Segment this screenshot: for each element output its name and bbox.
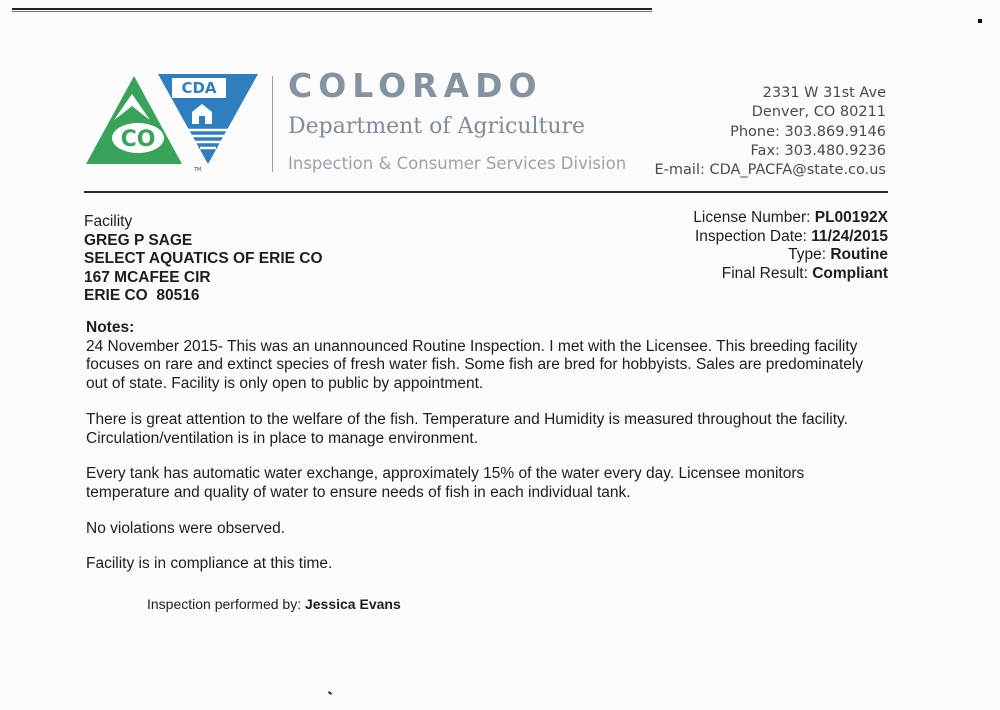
final-result-label: Final Result: <box>721 264 813 282</box>
contact-phone: Phone: 303.869.9146 <box>730 123 886 140</box>
license-number: PL00192X <box>814 209 888 226</box>
scan-top-border <box>12 8 652 10</box>
scan-artifact-dot <box>978 19 982 23</box>
inspector-label: Inspection performed by: <box>147 596 305 612</box>
notes-label: Notes: <box>86 319 135 336</box>
inspector-name: Jessica Evans <box>304 596 401 612</box>
brand-department: Department of Agriculture <box>288 114 586 139</box>
facility-name: GREG P SAGE <box>84 231 193 249</box>
license-number-label: License Number: <box>693 209 815 226</box>
final-result-row <box>693 265 888 284</box>
facility-street: 167 MCAFEE CIR <box>84 268 211 286</box>
inspector-line <box>147 596 401 612</box>
inspection-type-label: Type: <box>788 246 831 263</box>
notes-paragraph: There is great attention to the welfare of the fish. Temperature and Humidity is measured throughout the facility. Circulation/ventilation is in place to manage environment. <box>86 410 848 447</box>
contact-city: Denver, CO 80211 <box>751 104 886 121</box>
brand-state: COLORADO <box>288 66 543 105</box>
contact-fax: Fax: 303.480.9236 <box>750 142 886 159</box>
notes-paragraph: Facility is in compliance at this time. <box>86 555 333 573</box>
logo-cda-text: CDA <box>181 79 217 97</box>
contact-email: E-mail: CDA_PACFA@state.co.us <box>654 162 886 179</box>
notes-paragraph: No violations were observed. <box>86 519 286 537</box>
notes-section <box>86 319 886 591</box>
license-number-row <box>693 209 888 228</box>
final-result: Compliant <box>812 264 888 282</box>
scan-top-border-shadow <box>12 11 652 12</box>
facility-block <box>84 213 323 306</box>
logo-barn-door <box>199 116 205 124</box>
contact-street: 2331 W 31st Ave <box>762 85 886 101</box>
inspection-date-label: Inspection Date: <box>694 227 812 245</box>
facility-business: SELECT AQUATICS OF ERIE CO <box>84 250 323 267</box>
logo-tm: TM <box>194 167 202 172</box>
notes-paragraph: Every tank has automatic water exchange, approximately 15% of the water every day. Licensee monitors temperature and quality of water to ensure needs of fish in each individual tank. <box>86 465 805 501</box>
inspection-type-row <box>693 246 888 265</box>
cda-logo <box>84 72 260 172</box>
facility-city: ERIE CO 80516 <box>84 287 200 304</box>
inspection-date: 11/24/2015 <box>811 227 888 245</box>
logo-co-text: CO <box>120 127 156 152</box>
header-rule <box>84 191 888 193</box>
license-block <box>693 209 888 283</box>
scan-artifact-speck <box>328 691 332 695</box>
brand-divider <box>272 76 273 172</box>
facility-label: Facility <box>84 213 133 230</box>
inspection-date-row <box>693 228 888 247</box>
inspection-type: Routine <box>830 246 888 263</box>
contact-block <box>655 84 886 180</box>
brand-division: Inspection & Consumer Services Division <box>288 154 627 173</box>
notes-paragraph: 24 November 2015- This was an unannounced Routine Inspection. I met with the Licensee. This breeding facility focuses on rare and extinct species of fresh water fish. Some fish are bred for hobbyists. Sales are predominately out of state. Facility is only open to public by appointment. <box>86 337 864 393</box>
